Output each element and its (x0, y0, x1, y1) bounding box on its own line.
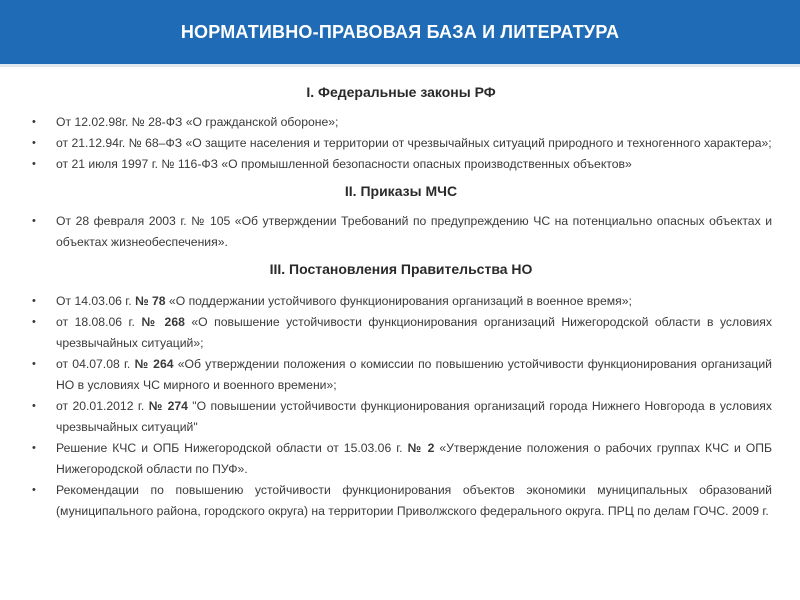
list-item: • от 21 июля 1997 г. № 116-ФЗ «О промышленной безопасности опасных производственных объектов» (30, 154, 772, 175)
list-item: • Решение КЧС и ОПБ Нижегородской области от 15.03.06 г. № 2 «Утверждение положения о рабочих группах КЧС и ОПБ Нижегородской области по ПУФ». (30, 438, 772, 480)
list-item: • От 28 февраля 2003 г. № 105 «Об утверждении Требований по предупреждению ЧС на потенциально опасных объектах и объектах жизнеобеспечения». (30, 211, 772, 253)
list-item: • От 14.03.06 г. № 78 «О поддержании устойчивого функционирования организаций в военное время»; (30, 291, 772, 312)
section-title: I. Федеральные законы РФ (306, 84, 496, 100)
slide-content (30, 80, 772, 522)
bullet-icon: • (32, 137, 36, 149)
bullet-icon: • (32, 358, 36, 370)
section-government-resolutions (30, 261, 772, 522)
slide-title: НОРМАТИВНО-ПРАВОВАЯ БАЗА И ЛИТЕРАТУРА (180, 21, 620, 42)
bullet-icon: • (32, 295, 36, 307)
bullet-icon: • (32, 316, 36, 328)
bullet-icon: • (32, 400, 36, 412)
list-item: • от 21.12.94г. № 68–ФЗ «О защите населения и территории от чрезвычайных ситуаций природного и техногенного характера»; (30, 133, 772, 154)
section-mchs-orders (30, 183, 772, 253)
bullet-icon: • (32, 215, 36, 227)
list-item: • от 04.07.08 г. № 264 «Об утверждении положения о комиссии по повышению устойчивости функционирования организаций НО в условиях ЧС мирного и военного времени»; (30, 354, 772, 396)
bullet-icon: • (32, 484, 36, 496)
list-item: • от 18.08.06 г. № 268 «О повышение устойчивости функционирования организаций Нижегородской области в условиях чрезвычайных ситуаций»; (30, 312, 772, 354)
list-item: • Рекомендации по повышению устойчивости функционирования объектов экономики муниципальных образований (муниципального района, городского округа) на территории Приволжского федерального округа. ПРЦ по делам ГОЧС. 2009 г. (30, 480, 772, 522)
slide-header (0, 0, 800, 67)
list-item: • От 12.02.98г. № 28-ФЗ «О гражданской обороне»; (30, 112, 772, 133)
bullet-icon: • (32, 158, 36, 170)
section-federal-laws (30, 84, 772, 175)
mchs-orders-list (30, 211, 772, 253)
bullet-icon: • (32, 442, 36, 454)
list-item: • от 20.01.2012 г. № 274 "О повышении устойчивости функционирования организаций города Нижнего Новгорода в условиях чрезвычайных ситуаций" (30, 396, 772, 438)
section-title: III. Постановления Правительства НО (269, 261, 533, 277)
bullet-icon: • (32, 116, 36, 128)
federal-laws-list (30, 112, 772, 175)
section-title: II. Приказы МЧС (344, 183, 458, 199)
government-resolutions-list (30, 291, 772, 522)
